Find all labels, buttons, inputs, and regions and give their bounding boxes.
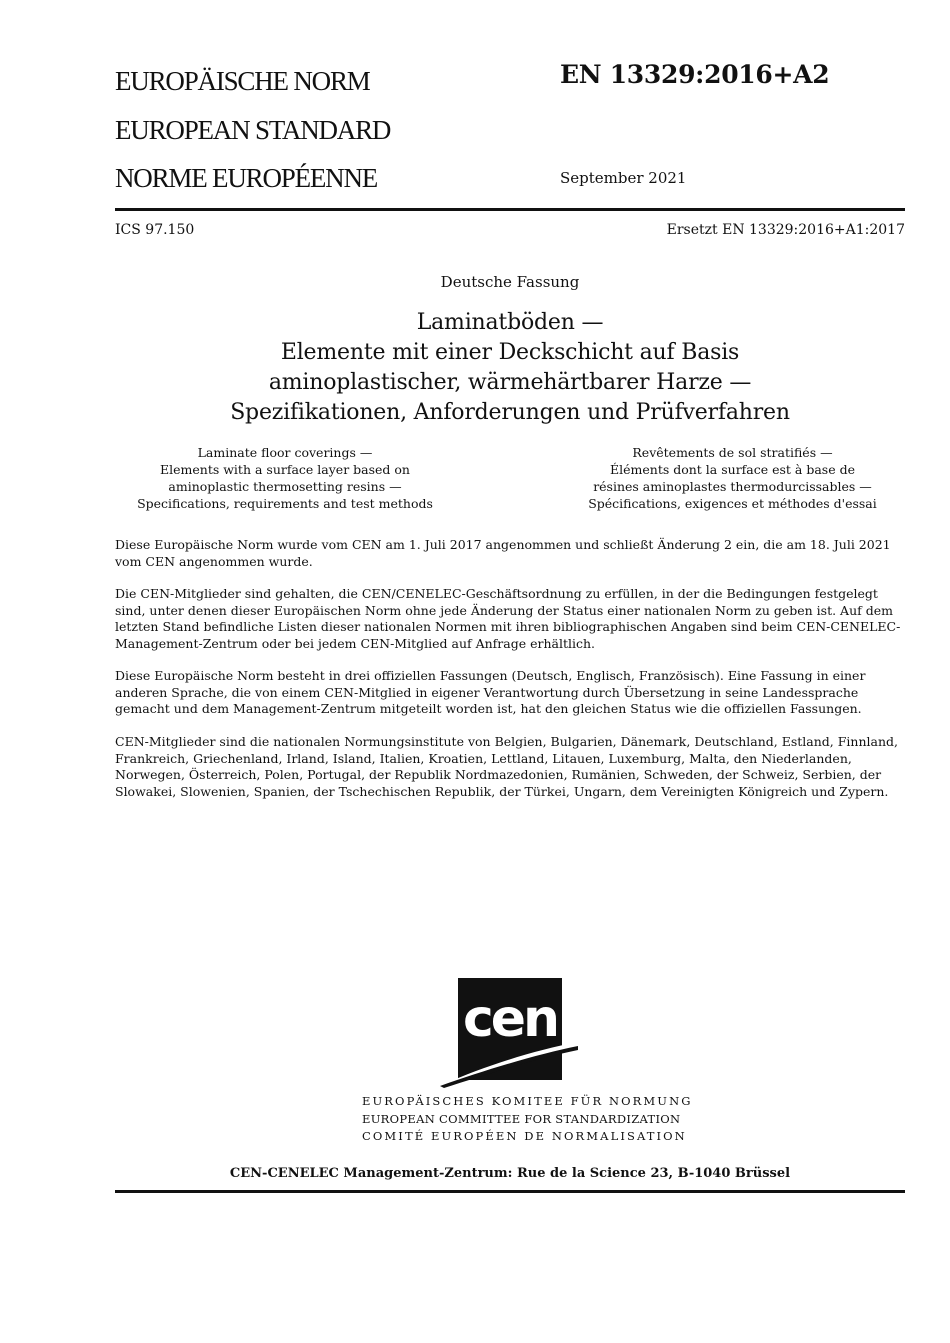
title-line: Elemente mit einer Deckschicht auf Basis bbox=[280, 340, 740, 365]
title-line: Spezifikationen, Anforderungen und Prüfverfahren bbox=[230, 400, 790, 425]
committee-name-en: EUROPEAN COMMITTEE FOR STANDARDIZATION bbox=[362, 1112, 681, 1126]
subtitle-line: Laminate floor coverings — bbox=[197, 445, 373, 460]
paragraph-versions: Diese Europäische Norm besteht in drei offiziellen Fassungen (Deutsch, Englisch, Französisch). Eine Fassung in einer anderen Sprache, die von einem CEN-Mitglied in eigener Verantwortung durch Übersetzung in seine Landessprache gemacht und dem Management-Zentrum mitgeteilt worden ist, hat den gleichen Status wie die offiziellen Fassungen. bbox=[115, 668, 866, 717]
footer-rule bbox=[115, 1190, 905, 1193]
cen-logo-text: cen bbox=[462, 989, 558, 1049]
cen-logo bbox=[440, 978, 580, 1088]
subtitle-line: Revêtements de sol stratifiés — bbox=[632, 445, 833, 460]
paragraph-members: CEN-Mitglieder sind die nationalen Normungsinstitute von Belgien, Bulgarien, Dänemark, Deutschland, Estland, Finnland, Frankreich, Griechenland, Irland, Island, Italien, Kroatien, Lettland, Litauen, Luxemburg, Malta, den Niederlanden, Norwegen, Österreich, Polen, Portugal, der Republik Nordmazedonien, Rumänien, Schweden, der Schweiz, Serbien, der Slowakei, Slowenien, Spanien, der Tschechischen Republik, der Türkei, Ungarn, dem Vereinigten Königreich und Zypern. bbox=[115, 734, 898, 800]
subtitle-line: résines aminoplastes thermodurcissables — bbox=[593, 479, 872, 494]
norm-title-fr: NORME EUROPÉENNE bbox=[115, 163, 378, 193]
header-rule bbox=[115, 208, 905, 211]
title-line: Laminatböden — bbox=[416, 310, 604, 335]
document-title bbox=[0, 308, 950, 428]
subtitle-french bbox=[575, 444, 890, 512]
document-number: EN 13329:2016+A2 bbox=[560, 60, 830, 89]
subtitle-line: Éléments dont la surface est à base de bbox=[610, 462, 855, 477]
ics-code: ICS 97.150 bbox=[115, 222, 195, 238]
norm-title-de: EUROPÄISCHE NORM bbox=[115, 66, 370, 96]
paragraph-adoption: Diese Europäische Norm wurde vom CEN am 1. Juli 2017 angenommen und schließt Änderung 2 ein, die am 18. Juli 2021 vom CEN angenommen wurde. bbox=[115, 537, 891, 569]
committee-name-fr: COMITÉ EUROPÉEN DE NORMALISATION bbox=[362, 1129, 687, 1143]
norm-title-en: EUROPEAN STANDARD bbox=[115, 115, 391, 145]
subtitle-line: Elements with a surface layer based on bbox=[160, 462, 410, 477]
paragraph-regulations: Die CEN-Mitglieder sind gehalten, die CEN/CENELEC-Geschäftsordnung zu erfüllen, in der die Bedingungen festgelegt sind, unter denen dieser Europäischen Norm ohne jede Änderung der Status einer nationalen Norm zu geben ist. Auf dem letzten Stand befindliche Listen dieser nationalen Normen mit ihren bibliographischen Angaben sind beim CEN-CENELEC-Management-Zentrum oder bei jedem CEN-Mitglied auf Anfrage erhältlich. bbox=[115, 586, 901, 652]
version-label: Deutsche Fassung bbox=[440, 273, 580, 291]
subtitle-line: aminoplastic thermosetting resins — bbox=[168, 479, 402, 494]
title-line: aminoplastischer, wärmehärtbarer Harze — bbox=[268, 370, 752, 395]
supersedes-note: Ersetzt EN 13329:2016+A1:2017 bbox=[666, 222, 905, 238]
subtitle-english bbox=[130, 444, 440, 512]
subtitle-line: Specifications, requirements and test methods bbox=[137, 496, 433, 511]
publication-date: September 2021 bbox=[560, 169, 687, 187]
management-centre-address: CEN-CENELEC Management-Zentrum: Rue de la Science 23, B-1040 Brüssel bbox=[229, 1166, 791, 1181]
subtitle-line: Spécifications, exigences et méthodes d'essai bbox=[588, 496, 877, 511]
committee-name-de: EUROPÄISCHES KOMITEE FÜR NORMUNG bbox=[362, 1094, 693, 1108]
